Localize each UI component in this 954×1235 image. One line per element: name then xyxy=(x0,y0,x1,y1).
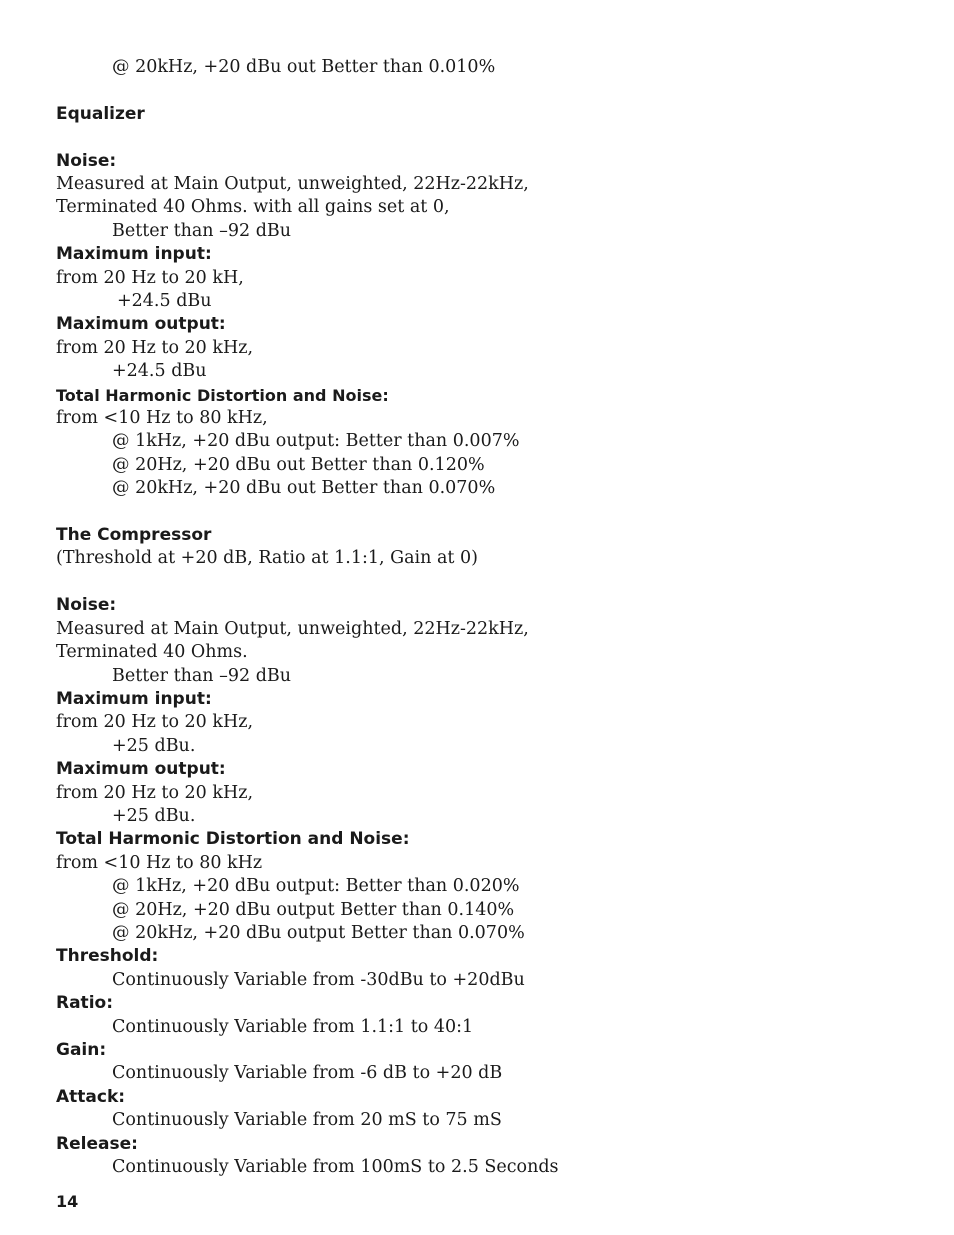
eq-thd-label: Total Harmonic Distortion and Noise: xyxy=(56,385,389,405)
attack-label: Attack: xyxy=(56,1086,126,1107)
carryover-line: @ 20kHz, +20 dBu out Better than 0.010% xyxy=(112,57,496,77)
eq-max-input-value: +24.5 dBu xyxy=(117,291,212,312)
eq-thd-line: from <10 Hz to 80 kHz, xyxy=(56,408,268,429)
release-label: Release: xyxy=(56,1133,138,1154)
compressor-subtitle: (Threshold at +20 dB, Ratio at 1.1:1, Gain at 0) xyxy=(56,548,478,569)
release-value: Continuously Variable from 100mS to 2.5 Seconds xyxy=(112,1157,559,1178)
comp-max-output-line: from 20 Hz to 20 kHz, xyxy=(56,782,254,803)
eq-noise-line1: Measured at Main Output, unweighted, 22Hz-22kHz, xyxy=(56,174,529,194)
eq-max-input-label: Maximum input: xyxy=(56,244,212,265)
comp-thd-value-3: @ 20kHz, +20 dBu output Better than 0.070% xyxy=(112,922,525,943)
comp-thd-value-2: @ 20Hz, +20 dBu output Better than 0.140% xyxy=(112,899,515,920)
attack-value: Continuously Variable from 20 mS to 75 mS xyxy=(112,1110,502,1131)
eq-thd-value-2: @ 20Hz, +20 dBu out Better than 0.120% xyxy=(112,454,485,475)
eq-noise-label: Noise: xyxy=(56,150,117,171)
comp-thd-line: from <10 Hz to 80 kHz xyxy=(56,852,263,873)
comp-noise-line2: Terminated 40 Ohms. xyxy=(56,642,248,663)
comp-max-output-label: Maximum output: xyxy=(56,759,226,780)
eq-max-input-line: from 20 Hz to 20 kH, xyxy=(56,267,244,288)
compressor-heading: The Compressor xyxy=(56,525,212,546)
threshold-value: Continuously Variable from -30dBu to +20dBu xyxy=(112,969,525,990)
ratio-label: Ratio: xyxy=(56,993,113,1014)
ratio-value: Continuously Variable from 1.1:1 to 40:1 xyxy=(112,1016,474,1037)
eq-noise-line2: Terminated 40 Ohms. with all gains set at 0, xyxy=(56,197,450,218)
gain-value: Continuously Variable from -6 dB to +20 dB xyxy=(112,1063,503,1084)
eq-max-output-value: +24.5 dBu xyxy=(112,361,207,382)
eq-thd-value-1: @ 1kHz, +20 dBu output: Better than 0.007% xyxy=(112,431,520,452)
comp-thd-label: Total Harmonic Distortion and Noise: xyxy=(56,829,410,850)
gain-label: Gain: xyxy=(56,1040,107,1060)
threshold-label: Threshold: xyxy=(56,946,159,967)
comp-max-input-label: Maximum input: xyxy=(56,688,212,709)
spec-page xyxy=(56,56,916,1179)
equalizer-heading: Equalizer xyxy=(56,103,145,124)
comp-max-input-value: +25 dBu. xyxy=(112,735,196,756)
comp-noise-value: Better than –92 dBu xyxy=(112,665,292,686)
eq-max-output-line: from 20 Hz to 20 kHz, xyxy=(56,337,254,358)
eq-max-output-label: Maximum output: xyxy=(56,314,226,335)
comp-thd-value-1: @ 1kHz, +20 dBu output: Better than 0.020% xyxy=(112,876,520,897)
comp-max-output-value: +25 dBu. xyxy=(112,805,196,826)
comp-noise-label: Noise: xyxy=(56,595,117,616)
eq-thd-value-3: @ 20kHz, +20 dBu out Better than 0.070% xyxy=(112,478,496,499)
comp-max-input-line: from 20 Hz to 20 kHz, xyxy=(56,712,254,733)
eq-noise-value: Better than –92 dBu xyxy=(112,220,292,241)
comp-noise-line1: Measured at Main Output, unweighted, 22Hz-22kHz, xyxy=(56,618,529,639)
page-number: 14 xyxy=(56,1192,79,1211)
